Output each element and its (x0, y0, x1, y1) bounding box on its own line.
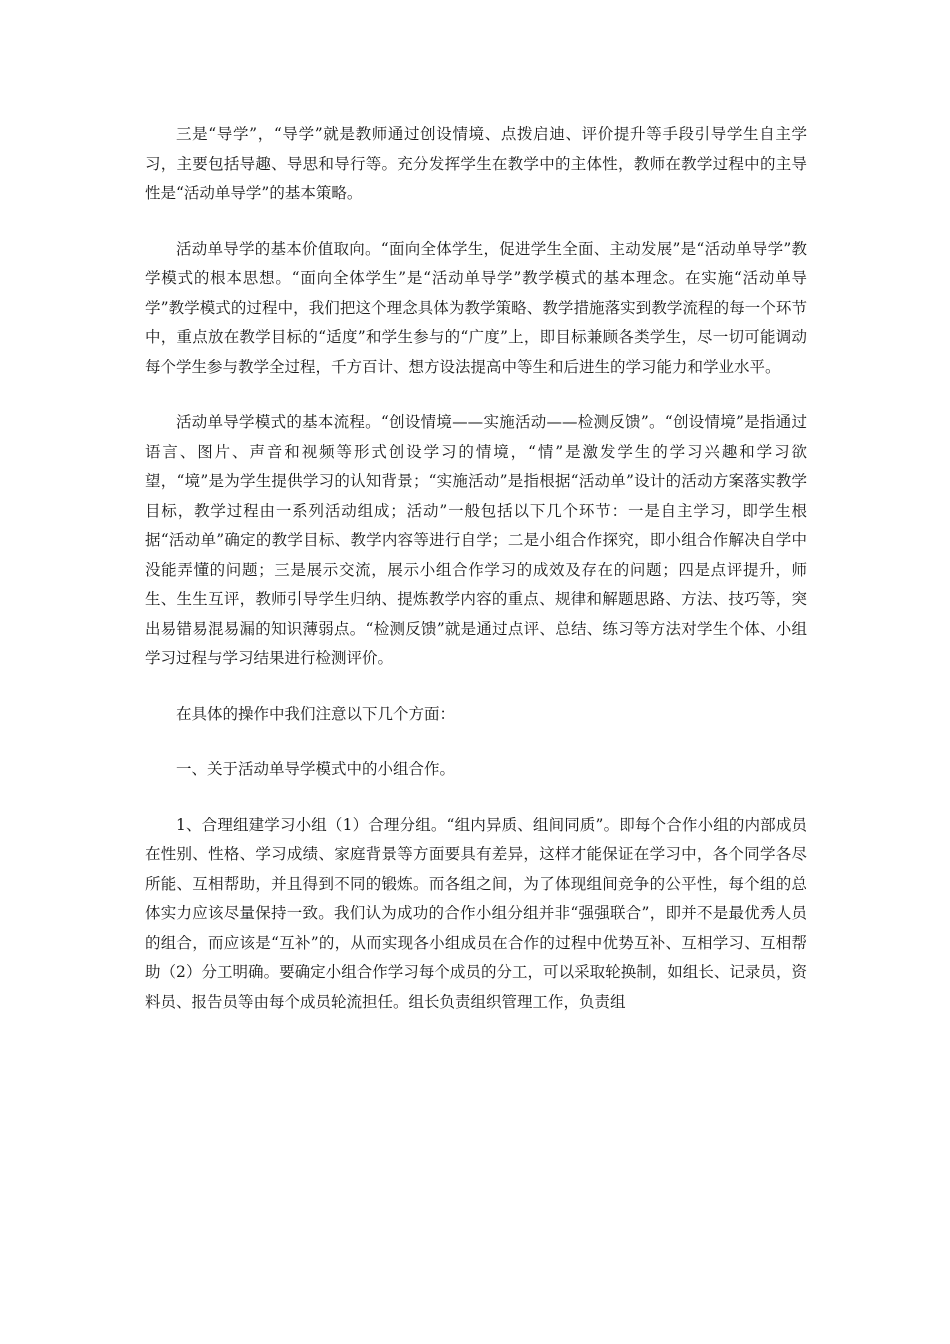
section-heading-group-cooperation: 一、关于活动单导学模式中的小组合作。 (176, 760, 456, 778)
document-body (145, 120, 807, 1043)
paragraph-daoxue: 三是“导学”，“导学”就是教师通过创设情境、点拨启迪、评价提升等手段引导学生自主学习，主要包括导趣、导思和导行等。充分发挥学生在教学中的主体性，教师在教学过程中的主导性是“活动单导学”的基本策略。 (145, 125, 807, 202)
paragraph-basic-process: 活动单导学模式的基本流程。“创设情境——实施活动——检测反馈”。“创设情境”是指通过语言、图片、声音和视频等形式创设学习的情境，“情”是激发学生的学习兴趣和学习欲望，“境”是为学生提供学习的认知背景；“实施活动”是指根据“活动单”设计的活动方案落实教学目标，教学过程由一系列活动组成；活动”一般包括以下几个环节：一是自主学习，即学生根据“活动单”确定的教学目标、教学内容等进行自学；二是小组合作探究，即小组合作解决自学中没能弄懂的问题；三是展示交流，展示小组合作学习的成效及存在的问题；四是点评提升，师生、生生互评，教师引导学生归纳、提炼教学内容的重点、规律和解题思路、方法、技巧等，突出易错易混易漏的知识薄弱点。“检测反馈”就是通过点评、总结、练习等方法对学生个体、小组学习过程与学习结果进行检测评价。 (145, 413, 807, 667)
paragraph-operation-intro: 在具体的操作中我们注意以下几个方面： (176, 704, 456, 723)
paragraph-value-orientation: 活动单导学的基本价值取向。“面向全体学生，促进学生全面、主动发展”是“活动单导学”教学模式的根本思想。“面向全体学生”是“活动单导学”教学模式的基本理念。在实施“活动单导学”教学模式的过程中，我们把这个理念具体为教学策略、教学措施落实到教学流程的每一个环节中，重点放在教学目标的“适度”和学生参与的“广度”上，即目标兼顾各类学生，尽一切可能调动每个学生参与教学全过程，千方百计、想方设法提高中等生和后进生的学习能力和学业水平。 (145, 239, 807, 376)
paragraph-group-formation: 1、合理组建学习小组（1）合理分组。“组内异质、组间同质”。即每个合作小组的内部成员在性别、性格、学习成绩、家庭背景等方面要具有差异，这样才能保证在学习中，各个同学各尽所能、互相帮助，并且得到不同的锻炼。而各组之间，为了体现组间竞争的公平性，每个组的总体实力应该尽量保持一致。我们认为成功的合作小组分组并非“强强联合”，即并不是最优秀人员的组合，而应该是“互补”的，从而实现各小组成员在合作的过程中优势互补、互相学习、互相帮助（2）分工明确。要确定小组合作学习每个成员的分工，可以采取轮换制，如组长、记录员，资料员、报告员等由每个成员轮流担任。组长负责组织管理工作，负责组 (145, 815, 807, 1011)
